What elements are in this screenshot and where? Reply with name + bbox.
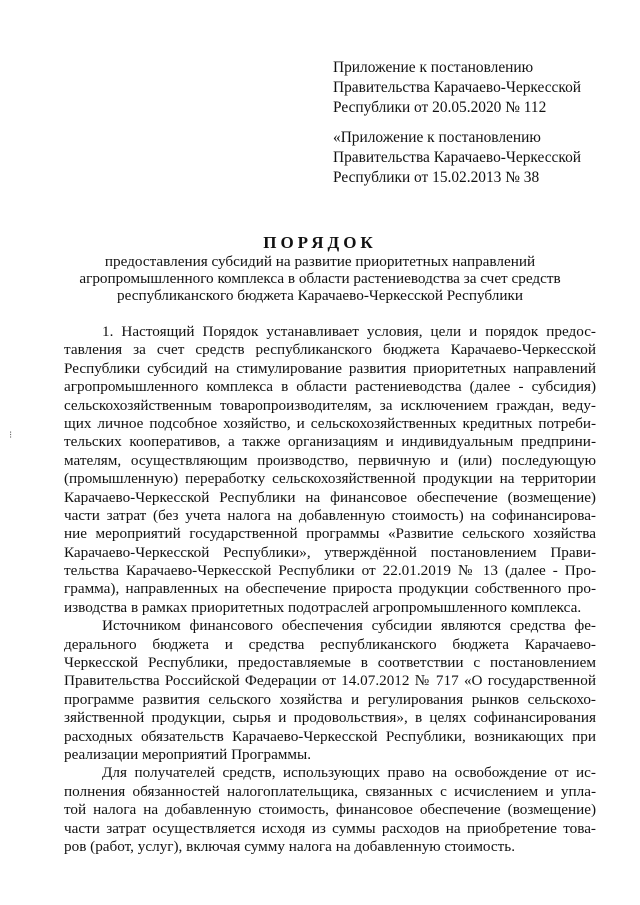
appendix-line: Приложение к постановлению [333, 59, 534, 76]
paragraph-line: Источником финансового обеспечения субсидии являются средства фе- [102, 617, 596, 635]
paragraph-line: полнения обязанностей налогоплательщика, связанных с исчислением и упла- [64, 782, 596, 800]
paragraph-line: Карачаево-Черкесской Республики на финансовое обеспечение (возмещение) [64, 488, 596, 506]
paragraph [64, 617, 596, 764]
paragraph-line: тельства Карачаево-Черкесской Республики от 22.01.2019 № 13 (далее - Про- [64, 562, 596, 580]
subtitle-line: республиканского бюджета Карачаево-Черкесской Республики [116, 287, 523, 304]
appendix-reference-current [333, 58, 623, 118]
appendix-line: Республики от 20.05.2020 № 112 [333, 99, 547, 116]
paragraph-line: части затрат (без учета налога на добавленную стоимость) на софинансирова- [64, 506, 596, 524]
paragraph-line: части затрат осуществляется исходя из суммы расходов на приобретение това- [64, 819, 596, 837]
paragraph [64, 323, 596, 617]
paragraph-line: щих личное подсобное хозяйство, и сельскохозяйственных кредитных потреби- [64, 414, 596, 432]
paragraph-line: мателям, осуществляющим производство, первичную и (или) последующую [64, 451, 596, 469]
document-title: ПОРЯДОК [263, 233, 377, 252]
document-body [64, 323, 596, 856]
paragraph [64, 764, 596, 856]
paragraph-line: расходных обязательств Карачаево-Черкесской Республики, возникающих при [64, 727, 596, 745]
paragraph-line: ров (работ, услуг), включая сумму налога на добавленную стоимость. [64, 837, 516, 855]
subtitle-line: агропромышленного комплекса в области растениеводства за счет средств [79, 270, 561, 287]
paragraph-line: Для получателей средств, использующих право на освобождение от ис- [102, 764, 596, 782]
paragraph-line: Карачаево-Черкесской Республики», утверждённой постановлением Прави- [64, 543, 596, 561]
appendix-reference-original [333, 128, 623, 188]
paragraph-line: дерального бюджета и средства республиканского бюджета Карачаево- [64, 635, 596, 653]
appendix-line: Правительства Карачаево-Черкесской [333, 79, 582, 96]
paragraph-line: тавления за счет средств республиканского бюджета Карачаево-Черкесской [64, 341, 596, 359]
paragraph-line: Правительства Российской Федерации от 14.07.2012 № 717 «О государственной [64, 672, 596, 690]
paragraph-line: ние мероприятий государственной программы «Развитие сельского хозяйства [64, 525, 596, 543]
paragraph-line: программе развития сельского хозяйства и регулирования рынков сельскохо- [64, 690, 596, 708]
paragraph-line: 1. Настоящий Порядок устанавливает условия, цели и порядок предос- [102, 323, 596, 340]
paragraph-line: зяйственной продукции, сырья и продовольствия», в целях софинансирования [64, 709, 596, 727]
paragraph-line: изводства в рамках приоритетных подотраслей агропромышленного комплекса. [64, 598, 582, 616]
paragraph-line: грамма), направленных на обеспечение прироста продукции собственного про- [64, 580, 596, 598]
appendix-line: «Приложение к постановлению [333, 129, 541, 146]
paragraph-line: Республики субсидий на стимулирование развития приоритетных направлений [64, 359, 596, 377]
paragraph-line: агропромышленного комплекса в области растениеводства (далее - субсидия) [64, 378, 596, 396]
appendix-line: Республики от 15.02.2013 № 38 [333, 169, 540, 186]
paragraph-line: тельских кооперативов, а также организациям и индивидуальным предприни- [64, 433, 596, 451]
paragraph-line: реализации мероприятий Программы. [64, 745, 312, 763]
paragraph-line: сельскохозяйственным товаропроизводителям, за исключением граждан, веду- [64, 396, 596, 414]
subtitle-line: предоставления субсидий на развитие приоритетных направлений [104, 253, 536, 270]
paragraph-line: той налога на добавленную стоимость, финансовое обеспечение (возмещение) [64, 801, 596, 819]
paragraph-line: Черкесской Республики, предоставляемые в соответствии с постановлением [64, 654, 596, 672]
scan-artifact: ⁝ [9, 430, 13, 441]
document-subtitle [60, 253, 580, 304]
appendix-line: Правительства Карачаево-Черкесской [333, 149, 582, 166]
paragraph-line: (промышленную) переработку сельскохозяйственной продукции на территории [64, 470, 596, 488]
